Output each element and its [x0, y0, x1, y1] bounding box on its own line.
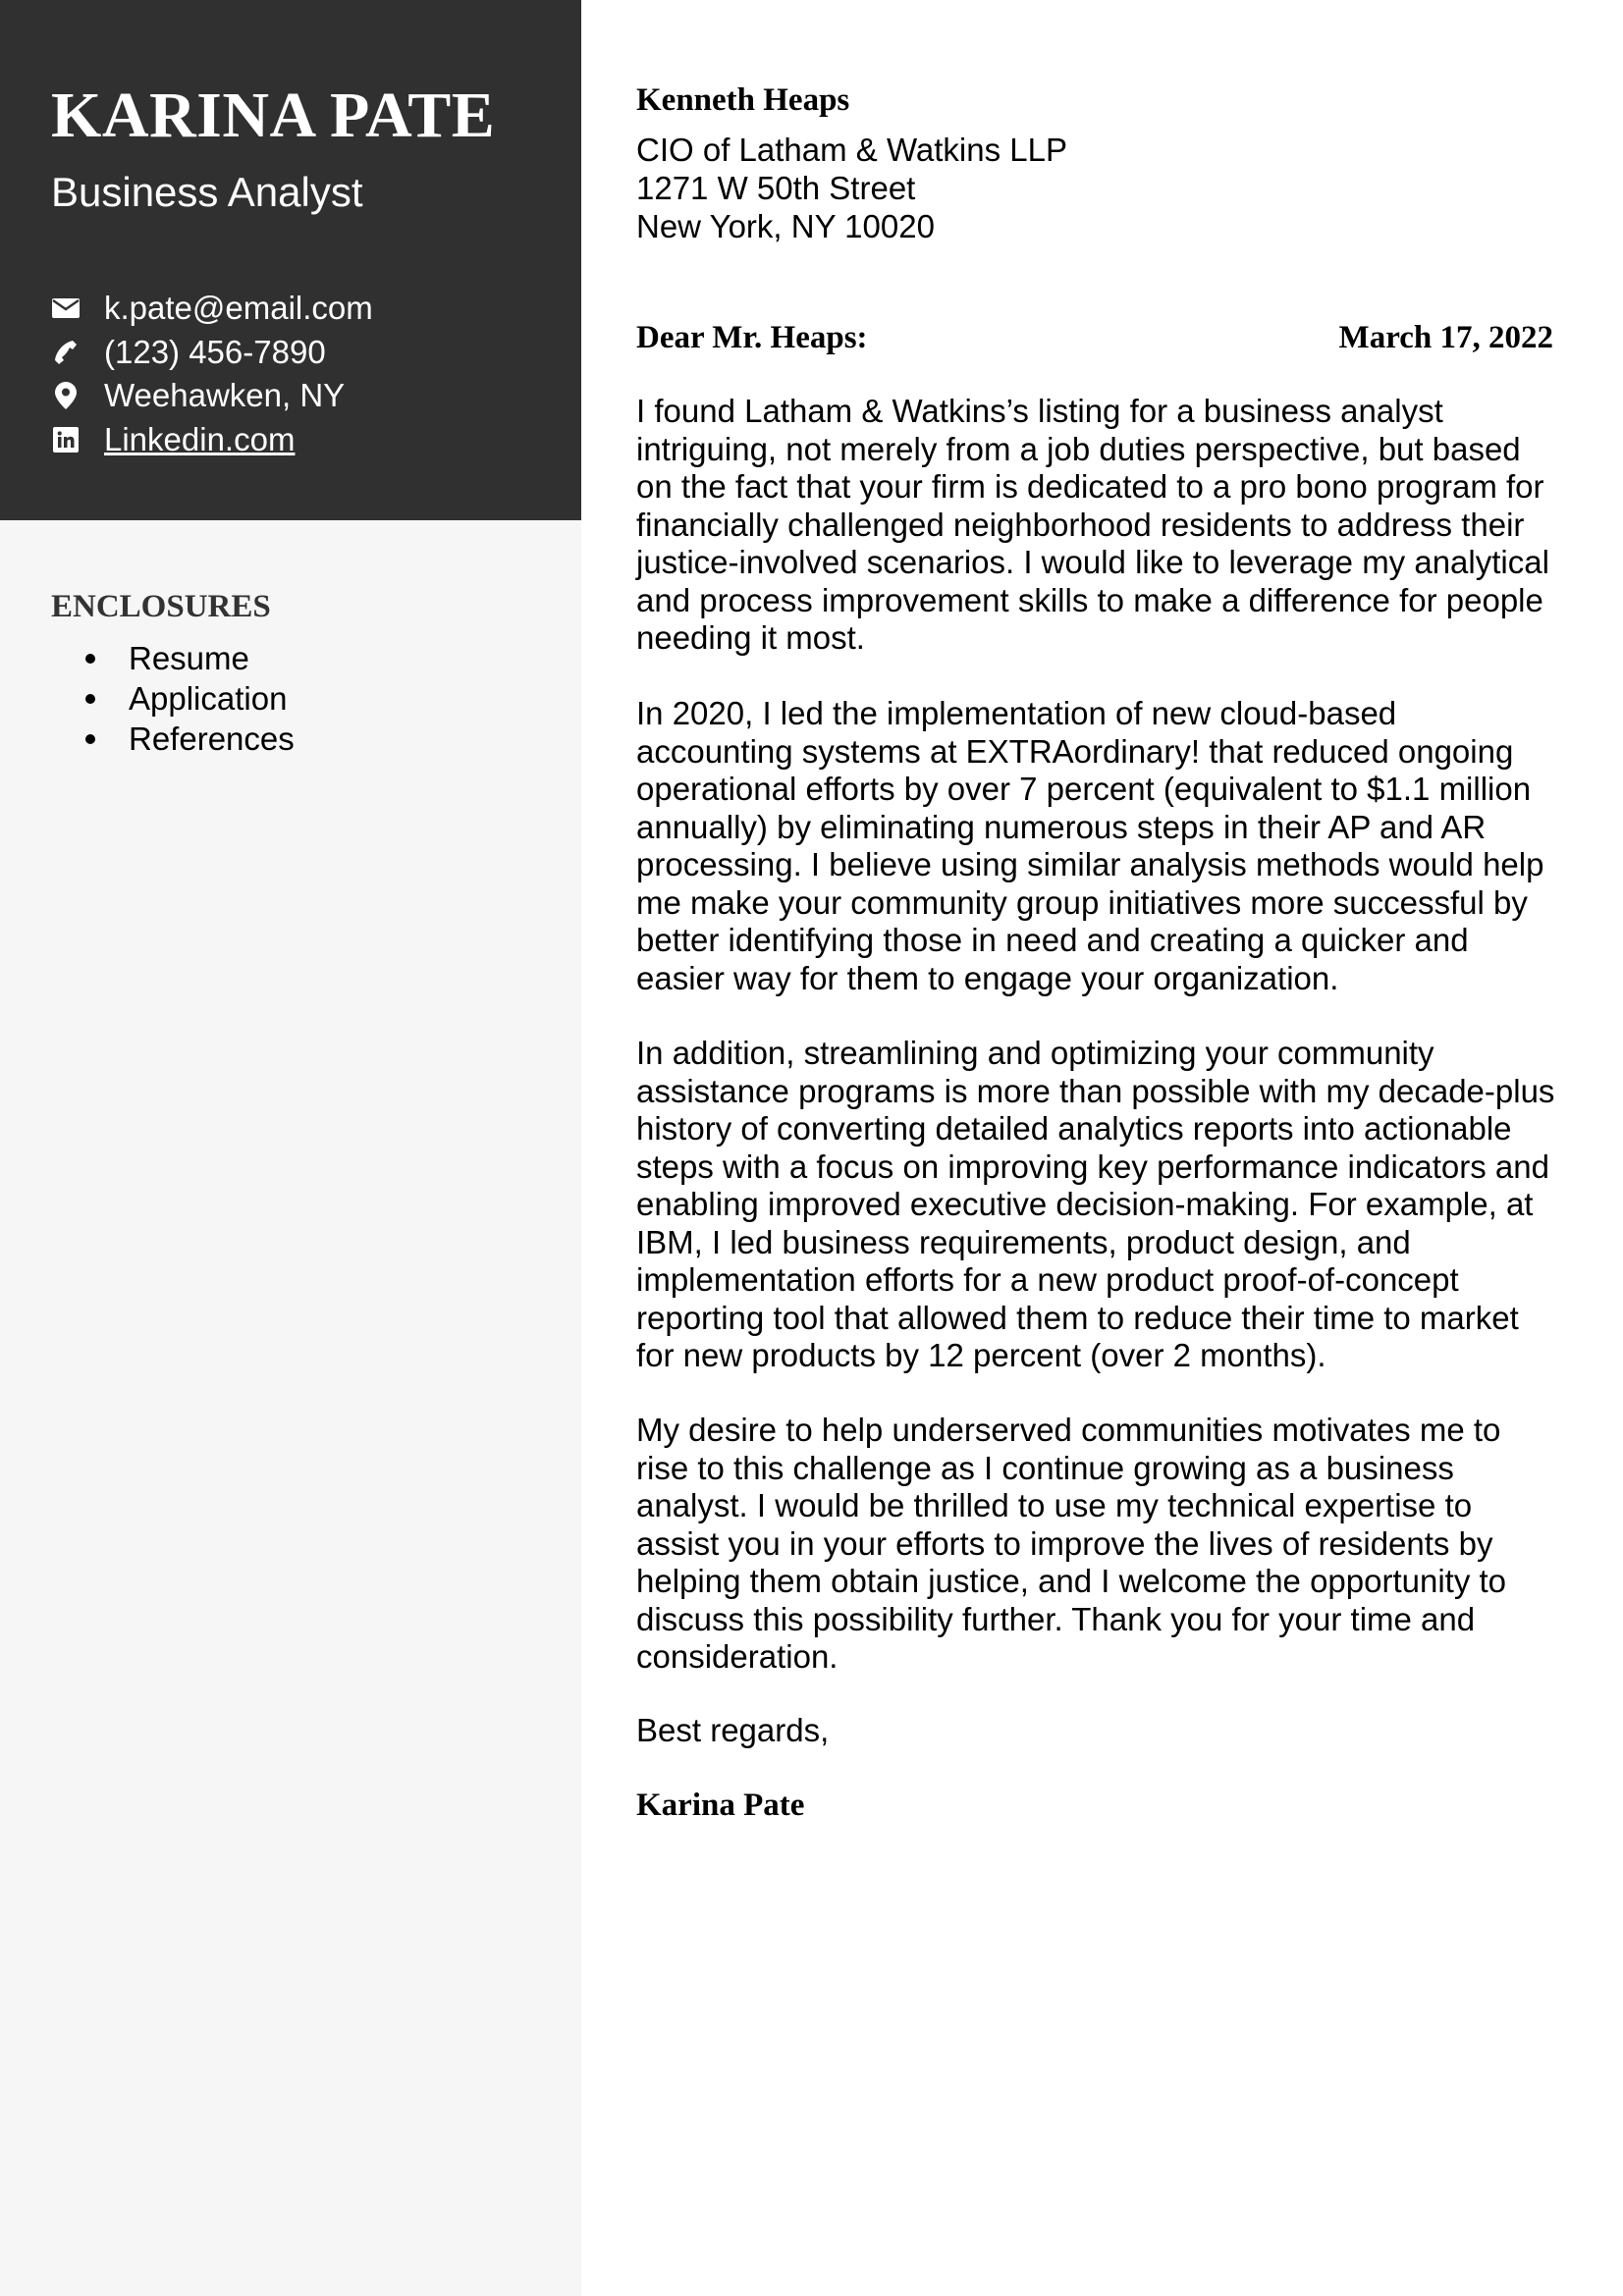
- linkedin-icon: [51, 425, 81, 454]
- contact-location: [51, 374, 373, 418]
- recipient-address-line: New York, NY 10020: [636, 208, 935, 244]
- paragraph-line: steps with a focus on improving key performance indicators and: [636, 1148, 1549, 1185]
- contact-phone: [51, 331, 373, 375]
- letter-paragraph-1: [636, 393, 1579, 658]
- paragraph-line: on the fact that your firm is dedicated to a pro bono program for: [636, 468, 1544, 505]
- paragraph-line: My desire to help underserved communities motivates me to: [636, 1412, 1501, 1448]
- applicant-title: Business Analyst: [51, 169, 363, 215]
- paragraph-line: analyst. I would be thrilled to use my technical expertise to: [636, 1487, 1473, 1523]
- recipient-address-line: CIO of Latham & Watkins LLP: [636, 132, 1067, 168]
- enclosure-item: [51, 719, 295, 759]
- enclosures-heading: ENCLOSURES: [51, 589, 271, 624]
- letter-date: March 17, 2022: [1338, 320, 1553, 355]
- paragraph-line: intriguing, not merely from a job duties perspective, but based: [636, 430, 1521, 467]
- paragraph-line: financially challenged neighborhood residents to address their: [636, 506, 1525, 543]
- paragraph-line: helping them obtain justice, and I welcome the opportunity to: [636, 1563, 1507, 1599]
- paragraph-line: rise to this challenge as I continue growing as a business: [636, 1449, 1454, 1486]
- linkedin-link[interactable]: Linkedin.com: [104, 420, 296, 457]
- envelope-icon: [51, 294, 81, 323]
- recipient-address-line: 1271 W 50th Street: [636, 170, 916, 206]
- paragraph-line: me make your community group initiatives more successful by: [636, 883, 1528, 921]
- closing: Best regards,: [636, 1712, 830, 1748]
- sidebar-header: [0, 0, 581, 520]
- paragraph-line: history of converting detailed analytics reports into actionable: [636, 1110, 1512, 1147]
- paragraph-line: implementation efforts for a new product proof-of-concept: [636, 1261, 1459, 1298]
- bullet-icon: [85, 654, 95, 664]
- contact-linkedin[interactable]: [51, 418, 373, 462]
- letter-paragraph-4: [636, 1412, 1579, 1677]
- paragraph-line: enabling improved executive decision-making. For example, at: [636, 1186, 1534, 1222]
- bullet-icon: [85, 694, 95, 704]
- paragraph-line: discuss this possibility further. Thank you for your time and: [636, 1600, 1476, 1637]
- salutation-row: [636, 318, 1553, 357]
- enclosures-list: [51, 638, 295, 759]
- paragraph-line: needing it most.: [636, 619, 865, 656]
- paragraph-line: and process improvement skills to make a difference for people: [636, 581, 1543, 618]
- paragraph-line: processing. I believe using similar analysis methods would help: [636, 846, 1544, 882]
- paragraph-line: accounting systems at EXTRAordinary! that reduced ongoing: [636, 732, 1514, 770]
- paragraph-line: In addition, streamlining and optimizing your community: [636, 1035, 1434, 1071]
- contact-location-text: Weehawken, NY: [104, 377, 346, 414]
- contact-email-text: k.pate@email.com: [104, 290, 373, 327]
- paragraph-line: In 2020, I led the implementation of new cloud-based: [636, 695, 1397, 731]
- paragraph-line: operational efforts by over 7 percent (equivalent to $1.1 million: [636, 771, 1532, 807]
- paragraph-line: justice-involved scenarios. I would like to leverage my analytical: [636, 544, 1549, 580]
- location-pin-icon: [51, 381, 81, 410]
- paragraph-line: IBM, I led business requirements, product design, and: [636, 1223, 1411, 1260]
- paragraph-line: for new products by 12 percent (over 2 months).: [636, 1337, 1326, 1373]
- contact-phone-text: (123) 456-7890: [104, 333, 326, 370]
- enclosure-label: Resume: [129, 640, 249, 676]
- paragraph-line: assistance programs is more than possible with my decade-plus: [636, 1072, 1555, 1109]
- paragraph-line: I found Latham & Watkins’s listing for a business analyst: [636, 393, 1443, 429]
- paragraph-line: easier way for them to engage your organization.: [636, 959, 1339, 996]
- enclosure-item: [51, 678, 295, 719]
- enclosure-label: Application: [129, 680, 288, 717]
- bullet-icon: [85, 734, 95, 744]
- paragraph-line: reporting tool that allowed them to reduce their time to market: [636, 1299, 1519, 1336]
- applicant-name: KARINA PATE: [51, 80, 496, 151]
- paragraph-line: consideration.: [636, 1638, 839, 1675]
- recipient-name: Kenneth Heaps: [636, 82, 850, 118]
- letter-paragraph-2: [636, 695, 1579, 997]
- enclosure-item: [51, 638, 295, 678]
- contact-email: [51, 287, 373, 331]
- paragraph-line: assist you in your efforts to improve the lives of residents by: [636, 1524, 1493, 1562]
- letter-paragraph-3: [636, 1035, 1579, 1375]
- paragraph-line: annually) by eliminating numerous steps in their AP and AR: [636, 808, 1487, 845]
- sidebar: [0, 0, 581, 2296]
- paragraph-line: better identifying those in need and creating a quicker and: [636, 922, 1469, 958]
- enclosure-label: References: [129, 721, 295, 757]
- contact-list: [51, 287, 373, 461]
- salutation: Dear Mr. Heaps:: [636, 320, 868, 355]
- signature: Karina Pate: [636, 1788, 805, 1823]
- phone-icon: [51, 338, 81, 367]
